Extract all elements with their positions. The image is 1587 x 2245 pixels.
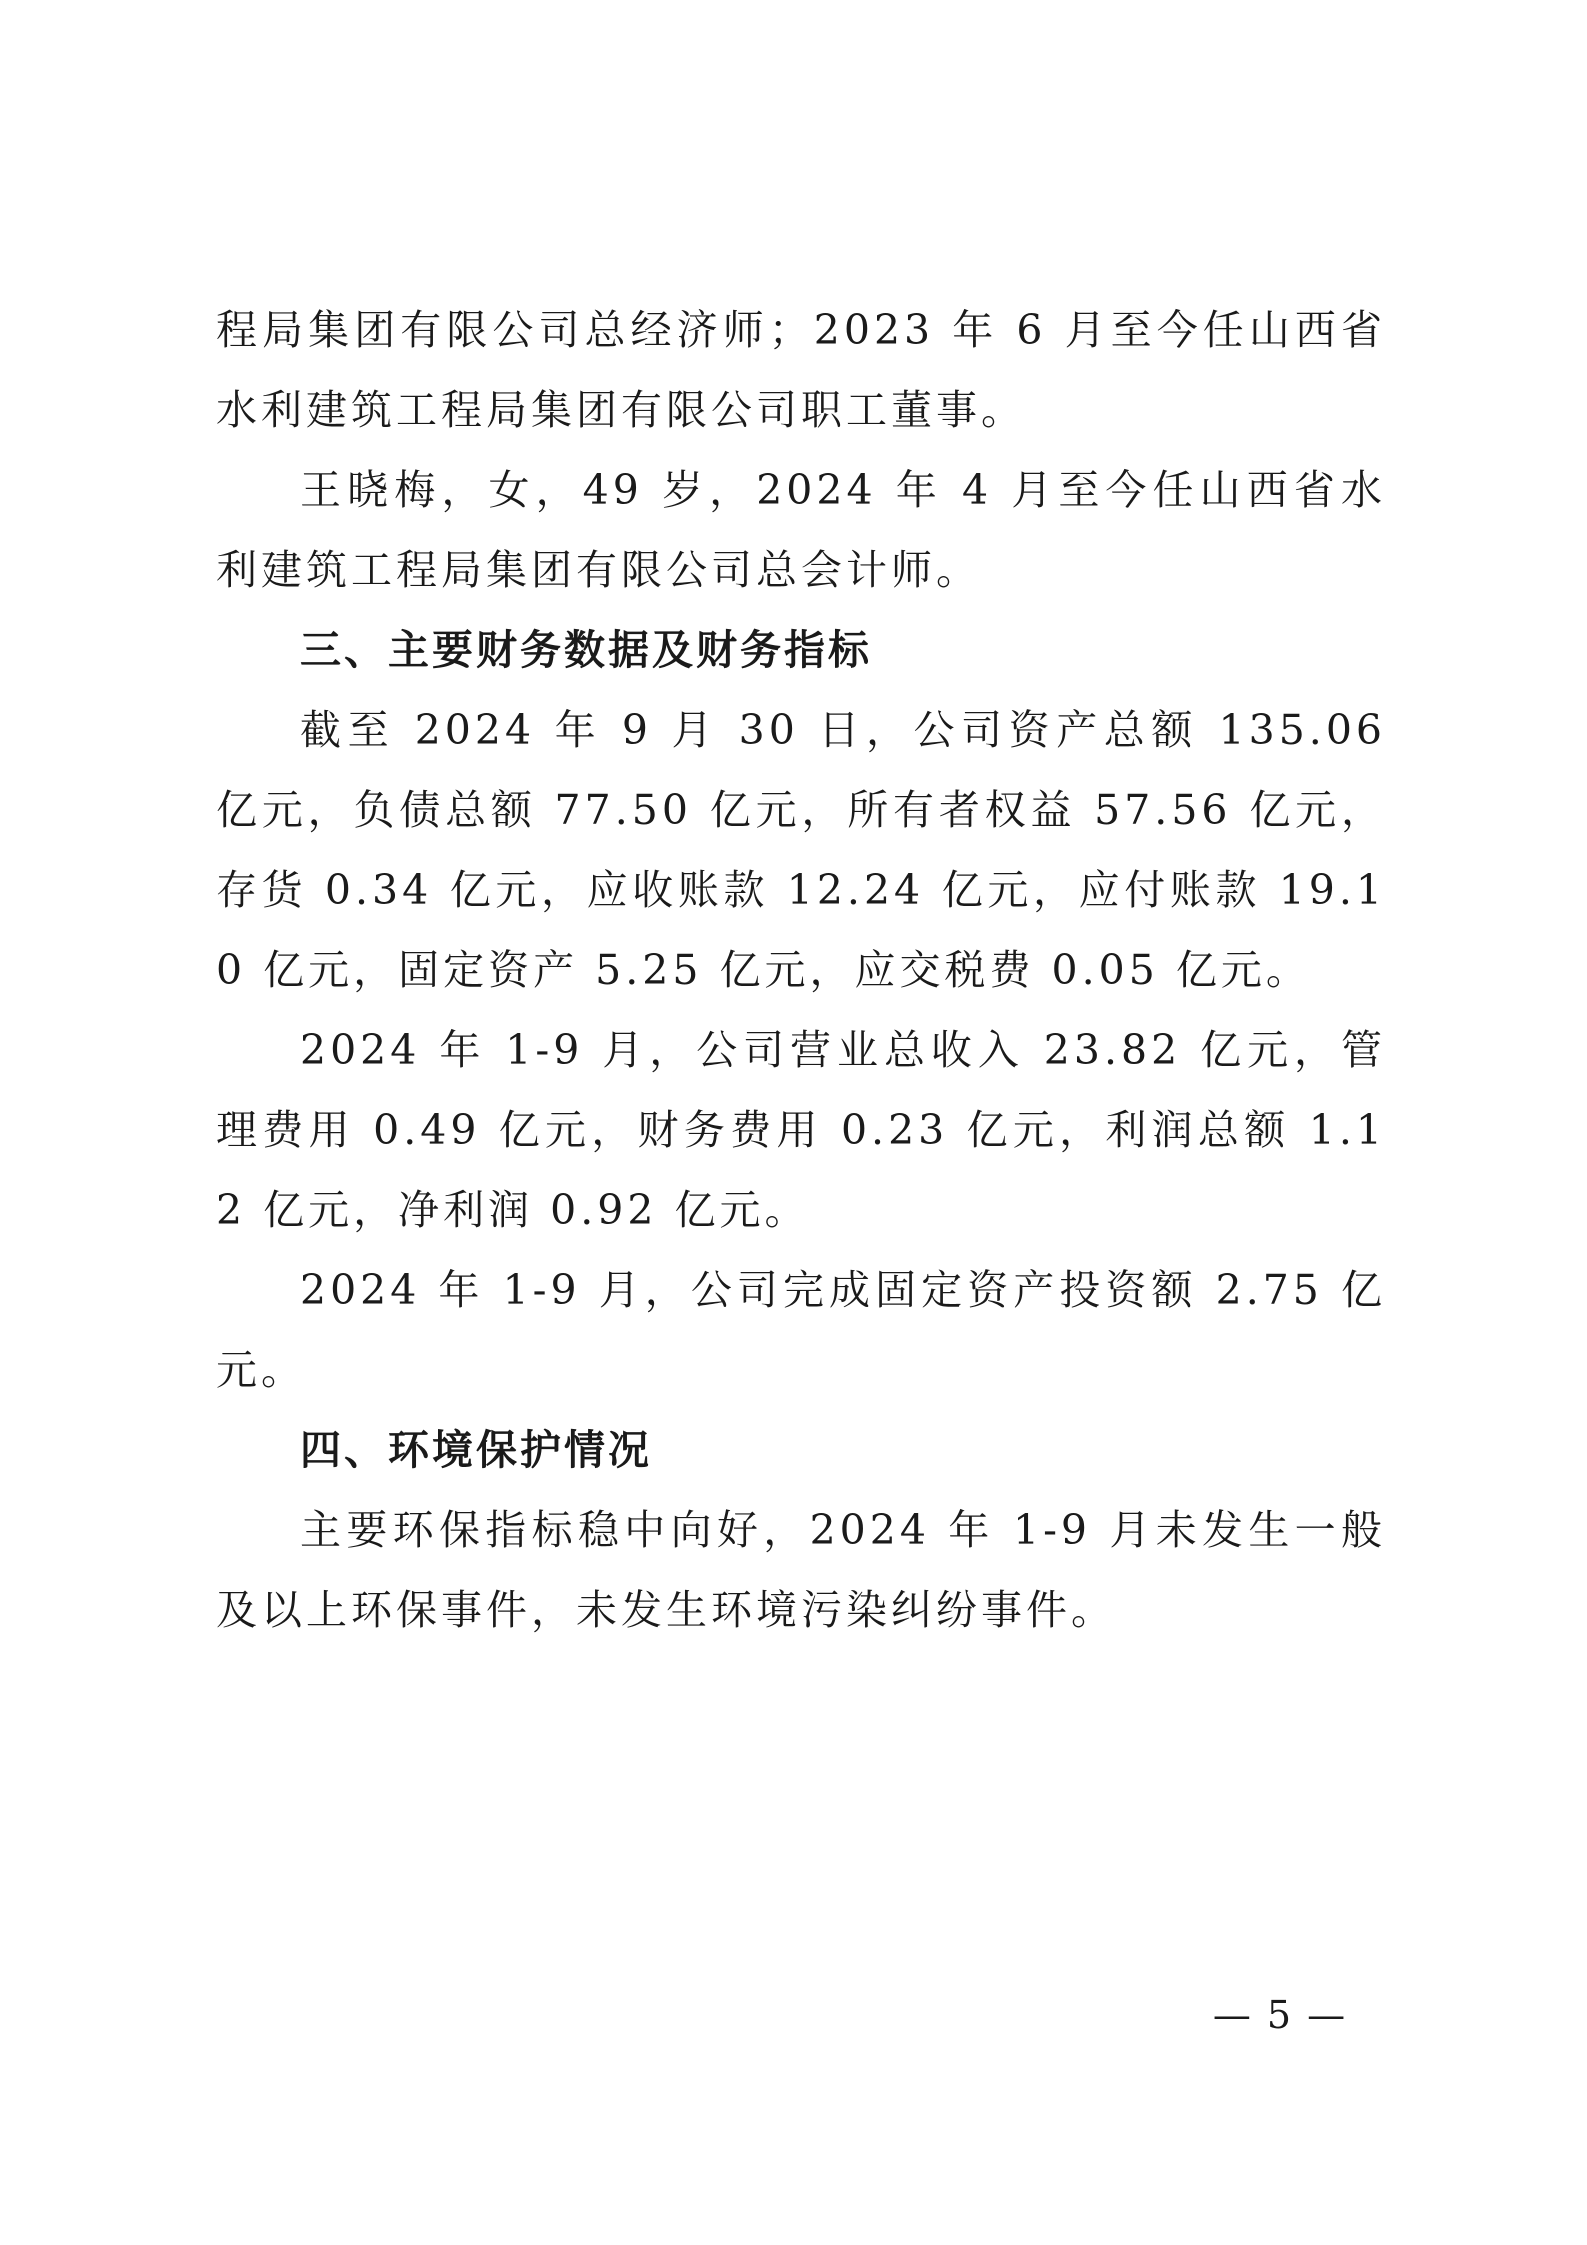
paragraph-prior-appointment: 程局集团有限公司总经济师；2023 年 6 月至今任山西省水利建筑工程局集团有限公司职工董事。 bbox=[216, 306, 1386, 434]
section-heading-environmental: 四、环境保护情况 bbox=[300, 1426, 652, 1474]
document-body bbox=[216, 290, 1386, 1650]
paragraph-cfo-bio: 王晓梅，女，49 岁，2024 年 4 月至今任山西省水利建筑工程局集团有限公司总会计师。 bbox=[216, 466, 1386, 594]
paragraph-income-statement: 2024 年 1-9 月，公司营业总收入 23.82 亿元，管理费用 0.49 亿元，财务费用 0.23 亿元，利润总额 1.12 亿元，净利润 0.92 亿元。 bbox=[216, 1026, 1386, 1234]
page-number: — 5 — bbox=[1212, 1993, 1348, 2037]
section-heading-financial-data: 三、主要财务数据及财务指标 bbox=[300, 626, 872, 674]
paragraph-environmental: 主要环保指标稳中向好，2024 年 1-9 月未发生一般及以上环保事件，未发生环境污染纠纷事件。 bbox=[216, 1506, 1386, 1634]
paragraph-balance-sheet: 截至 2024 年 9 月 30 日，公司资产总额 135.06 亿元，负债总额 77.50 亿元，所有者权益 57.56 亿元，存货 0.34 亿元，应收账款 12.24 亿元，应付账款 19.10 亿元，固定资产 5.25 亿元，应交税费 0.05 亿元。 bbox=[216, 706, 1386, 994]
paragraph-fixed-asset-investment: 2024 年 1-9 月，公司完成固定资产投资额 2.75 亿元。 bbox=[216, 1266, 1386, 1394]
